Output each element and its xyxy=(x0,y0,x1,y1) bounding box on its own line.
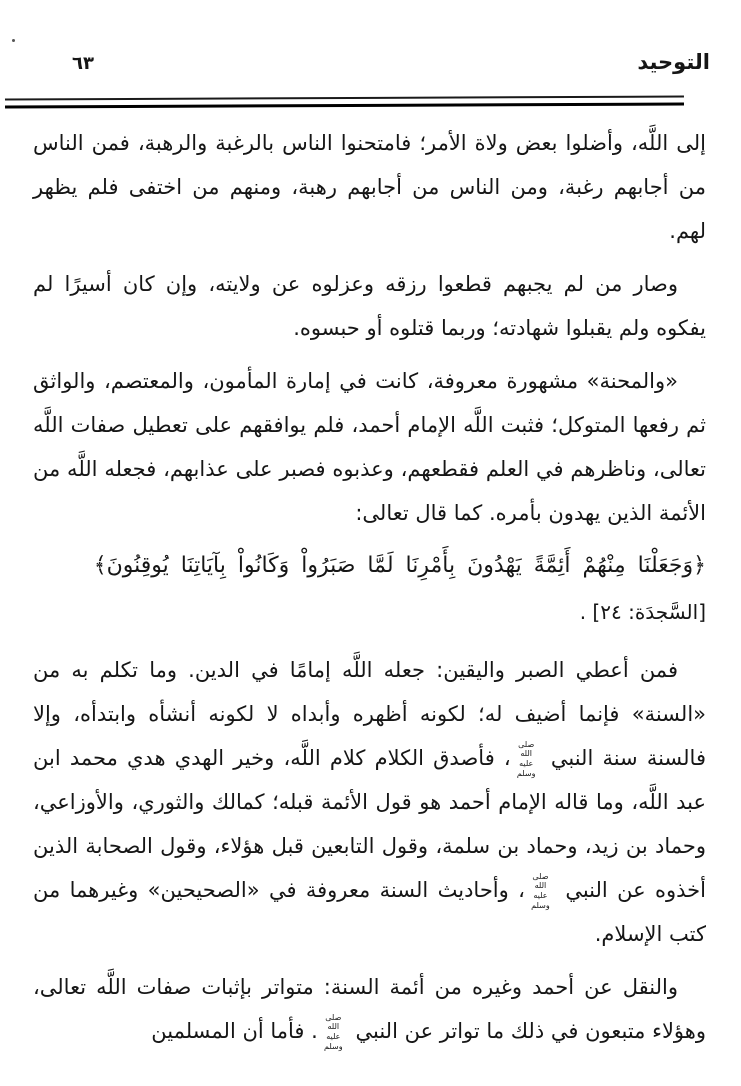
text-run: ، فأصدق الكلام كلام اللَّه، وخير الهدي هدي محمد ابن عبد اللَّه، وما قاله الإمام أحمد هو قول الأئمة قبله؛ كمالك والثوري، والأوزاعي، وحماد بن زيد، وحماد بن سلمة، وقول التابعين قبل هؤلاء، وقول الصحابة الذين أخذوه عن النبي xyxy=(33,746,706,902)
text-run: ، وأحاديث السنة معروفة في «الصحيحين» وغيرهما من كتب الإسلام. xyxy=(33,878,706,946)
scan-speck xyxy=(12,39,15,42)
body-paragraph xyxy=(33,648,706,956)
page-body xyxy=(33,121,706,1062)
text-run: [السَّجدَة: ٢٤] . xyxy=(579,600,706,624)
book-title: التوحيد xyxy=(637,50,710,74)
body-paragraph xyxy=(33,121,706,253)
text-run: والنقل عن أحمد وغيره من أئمة السنة: متواتر بإثبات صفات اللَّه تعالى، وهؤلاء متبعون في ذلك ما تواتر عن النبي xyxy=(33,975,706,1043)
prophet-honorific-icon: صلى الله عليه وسلم xyxy=(516,739,536,778)
header-divider xyxy=(5,96,684,109)
text-run: «والمحنة» مشهورة معروفة، كانت في إمارة المأمون، والمعتصم، والواثق ثم رفعها المتوكل؛ فثبت اللَّه الإمام أحمد، فلم يوافقهم على تعطيل صفات اللَّه تعالى، وناظرهم في العلم فقطعهم، وعذبوه فصبر على عذابهم، فجعله اللَّه من الأئمة الذين يهدون بأمره. كما قال تعالى: xyxy=(33,369,706,525)
body-paragraph xyxy=(33,262,706,350)
quran-verse xyxy=(33,544,706,588)
body-paragraph xyxy=(33,965,706,1053)
prophet-honorific-icon: صلى الله عليه وسلم xyxy=(531,871,550,910)
text-run: فمن أعطي الصبر واليقين: جعله اللَّه إمامًا في الدين. وما تكلم به من «السنة» فإنما أضيف له؛ لكونه أظهره وأبداه لا لكونه أنشأه وابتدأه، وإلا فالسنة سنة النبي xyxy=(33,658,706,770)
page-number: ٦٣ xyxy=(72,53,94,74)
prophet-honorific-icon: صلى الله عليه وسلم xyxy=(324,1012,343,1051)
text-run: إلى اللَّه، وأضلوا بعض ولاة الأمر؛ فامتحنوا الناس بالرغبة والرهبة، فمن الناس من أجابهم رغبة، ومن الناس من أجابهم رهبة، ومنهم من اختفى فلم يظهر لهم. xyxy=(33,131,706,243)
text-run: ﴿وَجَعَلْنَا مِنْهُمْ أَئِمَّةً يَهْدُونَ بِأَمْرِنَا لَمَّا صَبَرُواْ وَكَانُواْ بِآيَاتِنَا يُوقِنُونَ﴾ xyxy=(93,553,706,578)
body-paragraph xyxy=(33,359,706,535)
text-run: وصار من لم يجبهم قطعوا رزقه وعزلوه عن ولايته، وإن كان أسيرًا لم يفكوه ولم يقبلوا شهادته؛ وربما قتلوه أو حبسوه. xyxy=(33,272,706,340)
text-run: . فأما أن المسلمين xyxy=(151,1019,318,1043)
page-header xyxy=(72,50,710,74)
verse-citation xyxy=(33,590,706,634)
